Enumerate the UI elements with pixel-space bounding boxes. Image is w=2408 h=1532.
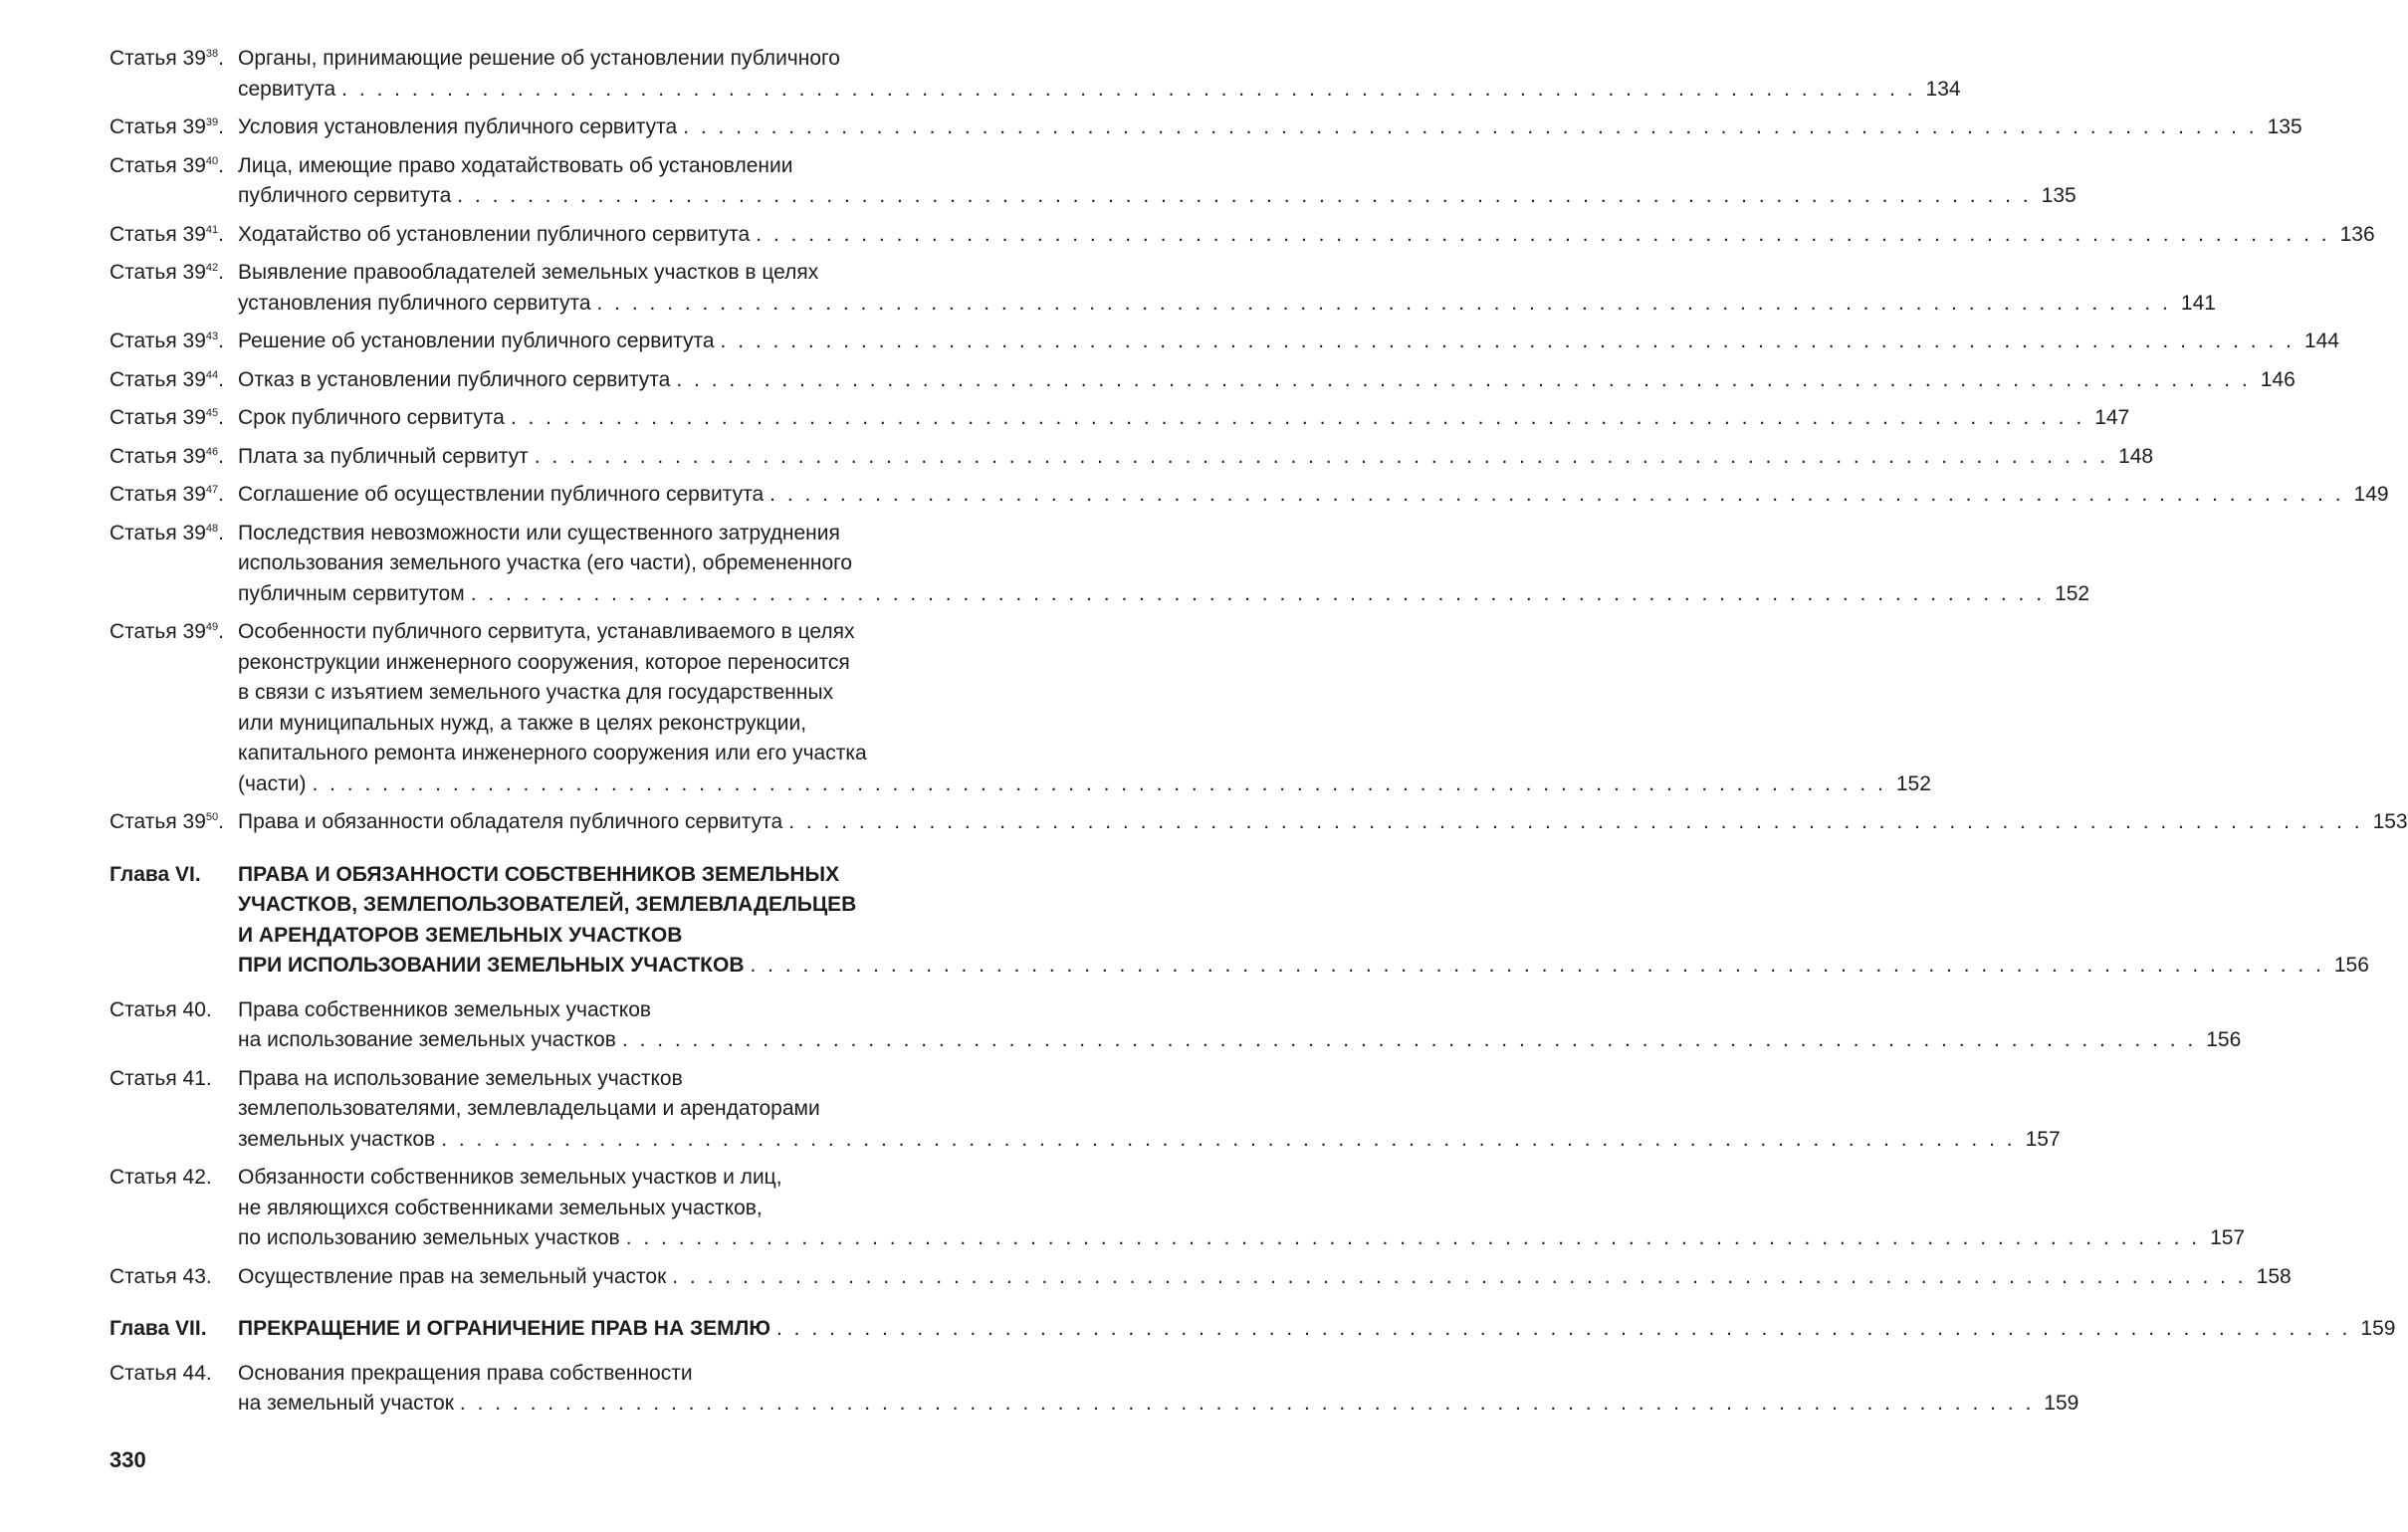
- leader-dots: . . . . . . . . . . . . . . . . . . . . . . . . . . . . . . . . . . . . . . . . . . . . . . . . . . . . . . . . . . . . . . . . . . . . . . . . . . . . . . . . . . . . . . . . . .: [676, 367, 2251, 391]
- entry-title-line: [238, 678, 895, 709]
- entry-label-text: Статья 39: [109, 620, 206, 643]
- entry-title-text: в связи с изъятием земельного участка для государственных: [238, 681, 834, 704]
- toc-article-entry: [0, 480, 2389, 511]
- toc-article-entry: [0, 403, 2130, 434]
- entry-title-line: [238, 1314, 2396, 1345]
- entry-label-text: Статья 42.: [109, 1166, 212, 1189]
- toc-article-entry: [0, 112, 2302, 143]
- entry-label-text: Статья 39: [109, 483, 206, 506]
- leader-dots: . . . . . . . . . . . . . . . . . . . . . . . . . . . . . . . . . . . . . . . . . . . . . . . . . . . . . . . . . . . . . . . . . . . . . . . . . . . . . . . . . . . . . . . . . .: [625, 1226, 2201, 1249]
- leader-dots: . . . . . . . . . . . . . . . . . . . . . . . . . . . . . . . . . . . . . . . . . . . . . . . . . . . . . . . . . . . . . . . . . . . . . . . . . . . . . . . . . . . . . . . . . .: [621, 1028, 2197, 1051]
- entry-title-text: по использованию земельных участков: [238, 1226, 620, 1249]
- leader-dots: . . . . . . . . . . . . . . . . . . . . . . . . . . . . . . . . . . . . . . . . . . . . . . . . . . . . . . . . . . . . . . . . . . . . . . . . . . . . . . . . . . . . . . . . . .: [312, 771, 1886, 795]
- entry-label: [109, 1064, 212, 1095]
- entry-label: [109, 1163, 212, 1194]
- entry-title-text: Последствия невозможности или существенного затруднения: [238, 521, 840, 545]
- leader-dots: . . . . . . . . . . . . . . . . . . . . . . . . . . . . . . . . . . . . . . . . . . . . . . . . . . . . . . . . . . . . . . . . . . . . . . . . . . . . . . . . . . . . . . . . . .: [441, 1127, 2016, 1151]
- entry-title: [238, 442, 2154, 473]
- leader-dots: . . . . . . . . . . . . . . . . . . . . . . . . . . . . . . . . . . . . . . . . . . . . . . . . . . . . . . . . . . . . . . . . . . . . . . . . . . . . . . . . . . . . . . . . . .: [750, 954, 2324, 977]
- toc-article-entry: [0, 519, 2090, 610]
- entry-label: [109, 1314, 207, 1345]
- leader-dots: . . . . . . . . . . . . . . . . . . . . . . . . . . . . . . . . . . . . . . . . . . . . . . . . . . . . . . . . . . . . . . . . . . . . . . . . . . . . . . . . . . . . . . . . . .: [596, 291, 2171, 315]
- entry-title-line: [238, 1194, 895, 1224]
- entry-title: [238, 519, 2090, 610]
- entry-title-text: землепользователями, землевладельцами и арендаторами: [238, 1097, 820, 1120]
- entry-title-line: [238, 921, 895, 952]
- entry-page-number: 153: [2372, 810, 2408, 833]
- entry-title-line: [238, 1262, 2292, 1293]
- entry-label-text: Статья 39: [109, 444, 206, 468]
- entry-label-text: Статья 44.: [109, 1361, 212, 1385]
- entry-label: Статья $39^{46}$.: [109, 444, 224, 468]
- entry-title-text: Обязанности собственников земельных участков и лиц,: [238, 1166, 782, 1189]
- entry-title-line: [238, 548, 895, 579]
- entry-title-line: [238, 519, 895, 549]
- entry-label: [109, 860, 201, 891]
- entry-title-text: Осуществление прав на земельный участок: [238, 1264, 667, 1288]
- entry-label: Статья $39^{50}$.: [109, 810, 224, 833]
- entry-title-text: Условия установления публичного сервитута: [238, 115, 678, 138]
- toc-article-entry: [0, 995, 2242, 1056]
- toc-article-entry: [0, 617, 1931, 799]
- entry-label-superscript: 49: [205, 621, 219, 633]
- entry-title-text: УЧАСТКОВ, ЗЕМЛЕПОЛЬЗОВАТЕЛЕЙ, ЗЕМЛЕВЛАДЕЛЬЦЕВ: [238, 893, 857, 916]
- toc-article-entry: [0, 1163, 2246, 1254]
- entry-title-text: И АРЕНДАТОРОВ ЗЕМЕЛЬНЫХ УЧАСТКОВ: [238, 923, 683, 947]
- entry-title-text: Лица, имеющие право ходатайствовать об установлении: [238, 153, 793, 177]
- toc-article-entry: [0, 1359, 2080, 1420]
- entry-title: [238, 327, 2339, 357]
- leader-dots: . . . . . . . . . . . . . . . . . . . . . . . . . . . . . . . . . . . . . . . . . . . . . . . . . . . . . . . . . . . . . . . . . . . . . . . . . . . . . . . . . . . . . . . . . .: [776, 1317, 2351, 1340]
- entry-label-text: Глава VI.: [109, 862, 201, 886]
- entry-title-text: или муниципальных нужд, а также в целях реконструкции,: [238, 711, 807, 735]
- entry-page-number: 148: [2118, 444, 2154, 468]
- entry-label-superscript: 41: [205, 223, 219, 236]
- entry-title-text: установления публичного сервитута: [238, 291, 591, 315]
- entry-label-superscript: 48: [205, 522, 219, 535]
- entry-title: [238, 1359, 2080, 1420]
- entry-title-text: ПРЕКРАЩЕНИЕ И ОГРАНИЧЕНИЕ ПРАВ НА ЗЕМЛЮ: [238, 1317, 771, 1340]
- entry-label-superscript: 45: [205, 407, 219, 419]
- entry-label-text: Глава VII.: [109, 1317, 207, 1340]
- entry-title-text: ПРИ ИСПОЛЬЗОВАНИИ ЗЕМЕЛЬНЫХ УЧАСТКОВ: [238, 954, 745, 977]
- entry-label-superscript: 44: [205, 368, 219, 381]
- entry-title-line: [238, 617, 895, 648]
- leader-dots: . . . . . . . . . . . . . . . . . . . . . . . . . . . . . . . . . . . . . . . . . . . . . . . . . . . . . . . . . . . . . . . . . . . . . . . . . . . . . . . . . . . . . . . . . .: [470, 581, 2046, 605]
- entry-label: Статья $39^{47}$.: [109, 483, 224, 506]
- entry-title: [238, 258, 2216, 319]
- entry-title-text: использования земельного участка (его части), обремененного: [238, 551, 853, 574]
- entry-label-superscript: 46: [205, 445, 219, 458]
- entry-label: Статья $39^{41}$.: [109, 222, 224, 246]
- entry-title-line: [238, 890, 895, 921]
- entry-page-number: 135: [2041, 184, 2077, 207]
- leader-dots: . . . . . . . . . . . . . . . . . . . . . . . . . . . . . . . . . . . . . . . . . . . . . . . . . . . . . . . . . . . . . . . . . . . . . . . . . . . . . . . . . . . . . . . . . .: [720, 329, 2295, 352]
- entry-title-line: [238, 709, 895, 740]
- entry-label-text: Статья 39: [109, 222, 206, 246]
- entry-page-number: 141: [2180, 291, 2216, 315]
- toc-article-entry: [0, 220, 2375, 251]
- entry-title-text: Соглашение об осуществлении публичного сервитута: [238, 483, 765, 506]
- entry-title: [238, 860, 2369, 982]
- entry-label: Статья $39^{40}$.: [109, 153, 224, 177]
- entry-title-line: [238, 995, 895, 1026]
- entry-label-text: Статья 39: [109, 115, 206, 138]
- entry-label-superscript: 39: [205, 116, 219, 128]
- entry-title-text: земельных участков: [238, 1127, 436, 1151]
- toc-article-entry: [0, 1262, 2292, 1293]
- entry-title-text: Основания прекращения права собственности: [238, 1361, 693, 1385]
- entry-label-text: Статья 39: [109, 367, 206, 391]
- entry-title: [238, 995, 2242, 1056]
- entry-title-text: реконструкции инженерного сооружения, которое переносится: [238, 650, 850, 674]
- entry-title-text: не являющихся собственниками земельных участков,: [238, 1196, 763, 1219]
- entry-title-text: Особенности публичного сервитута, устанавливаемого в целях: [238, 620, 855, 643]
- entry-title-line: [238, 1389, 2080, 1420]
- entry-title-line: [238, 1025, 2242, 1056]
- leader-dots: . . . . . . . . . . . . . . . . . . . . . . . . . . . . . . . . . . . . . . . . . . . . . . . . . . . . . . . . . . . . . . . . . . . . . . . . . . . . . . . . . . . . . . . . . .: [510, 406, 2085, 429]
- toc-article-entry: [0, 151, 2077, 212]
- toc-article-entry: [0, 258, 2216, 319]
- entry-page-number: 135: [2267, 115, 2302, 138]
- entry-title-line: [238, 1094, 895, 1125]
- entry-title-text: капитального ремонта инженерного сооружения или его участка: [238, 742, 867, 765]
- entry-title-text: Выявление правообладателей земельных участков в целях: [238, 261, 819, 284]
- toc-article-entry: [0, 44, 1961, 105]
- entry-label-text: Статья 40.: [109, 997, 212, 1021]
- toc-article-entry: [0, 365, 2296, 396]
- entry-label-text: Статья 43.: [109, 1264, 212, 1288]
- page-number: 330: [109, 1447, 146, 1472]
- entry-label: [109, 1262, 212, 1293]
- entry-page-number: 136: [2339, 222, 2375, 246]
- entry-title-text: сервитута: [238, 77, 336, 101]
- entry-page-number: 152: [1895, 771, 1931, 795]
- entry-label-superscript: 40: [205, 154, 219, 167]
- entry-label-text: Статья 39: [109, 521, 206, 545]
- entry-title: [238, 1064, 2061, 1156]
- entry-title-line: [238, 1163, 895, 1194]
- toc-chapter-entry: [0, 1314, 2396, 1345]
- entry-label-superscript: 38: [205, 48, 219, 60]
- entry-title-text: на земельный участок: [238, 1392, 454, 1415]
- entry-title-text: Плата за публичный сервитут: [238, 444, 529, 468]
- entry-page-number: 147: [2094, 406, 2130, 429]
- entry-title-line: [238, 1125, 2061, 1156]
- entry-label: Статья $39^{49}$.: [109, 620, 224, 643]
- entry-page-number: 134: [1925, 77, 1961, 101]
- leader-dots: . . . . . . . . . . . . . . . . . . . . . . . . . . . . . . . . . . . . . . . . . . . . . . . . . . . . . . . . . . . . . . . . . . . . . . . . . . . . . . . . . . . . . . . . . .: [459, 1392, 2035, 1415]
- entry-page-number: 159: [2360, 1317, 2396, 1340]
- entry-title-line: [238, 220, 2375, 251]
- entry-page-number: 157: [2210, 1226, 2246, 1249]
- entry-title-line: [238, 1359, 895, 1390]
- leader-dots: . . . . . . . . . . . . . . . . . . . . . . . . . . . . . . . . . . . . . . . . . . . . . . . . . . . . . . . . . . . . . . . . . . . . . . . . . . . . . . . . . . . . . . . . . .: [769, 483, 2344, 506]
- leader-dots: . . . . . . . . . . . . . . . . . . . . . . . . . . . . . . . . . . . . . . . . . . . . . . . . . . . . . . . . . . . . . . . . . . . . . . . . . . . . . . . . . . . . . . . . . .: [341, 77, 1916, 101]
- entry-title: [238, 617, 1931, 799]
- entry-title-line: [238, 769, 1931, 800]
- entry-title: [238, 365, 2296, 396]
- entry-page-number: 159: [2044, 1392, 2080, 1415]
- entry-label-superscript: 42: [205, 262, 219, 274]
- entry-label: Статья $39^{48}$.: [109, 521, 224, 545]
- entry-title-line: [238, 327, 2339, 357]
- entry-title: [238, 807, 2408, 838]
- entry-title-line: [238, 480, 2389, 511]
- entry-title-line: [238, 181, 2077, 212]
- entry-label: [109, 995, 212, 1026]
- entry-title-text: Органы, принимающие решение об установлении публичного: [238, 47, 840, 70]
- entry-page-number: 152: [2055, 581, 2090, 605]
- leader-dots: . . . . . . . . . . . . . . . . . . . . . . . . . . . . . . . . . . . . . . . . . . . . . . . . . . . . . . . . . . . . . . . . . . . . . . . . . . . . . . . . . . . . . . . . . .: [788, 810, 2363, 833]
- entry-label-text: Статья 39: [109, 406, 206, 429]
- entry-title: [238, 403, 2130, 434]
- entry-title: [238, 151, 2077, 212]
- entry-title-text: Права и обязанности обладателя публичного сервитута: [238, 810, 783, 833]
- leader-dots: . . . . . . . . . . . . . . . . . . . . . . . . . . . . . . . . . . . . . . . . . . . . . . . . . . . . . . . . . . . . . . . . . . . . . . . . . . . . . . . . . . . . . . . . . .: [457, 184, 2032, 207]
- entry-title-line: [238, 44, 895, 75]
- entry-title: [238, 112, 2302, 143]
- entry-title-line: [238, 860, 895, 891]
- entry-title-line: [238, 648, 895, 679]
- entry-title: [238, 1262, 2292, 1293]
- entry-label: Статья $39^{43}$.: [109, 329, 224, 352]
- leader-dots: . . . . . . . . . . . . . . . . . . . . . . . . . . . . . . . . . . . . . . . . . . . . . . . . . . . . . . . . . . . . . . . . . . . . . . . . . . . . . . . . . . . . . . . . . .: [534, 444, 2109, 468]
- entry-label: Статья $39^{39}$.: [109, 115, 224, 138]
- entry-title: [238, 1163, 2246, 1254]
- entry-title: [238, 44, 1961, 105]
- toc-article-entry: [0, 807, 2408, 838]
- toc-article-entry: [0, 327, 2339, 357]
- toc-article-entry: [0, 1064, 2061, 1156]
- entry-page-number: 144: [2303, 329, 2339, 352]
- entry-label: Статья $39^{44}$.: [109, 367, 224, 391]
- entry-title-text: ПРАВА И ОБЯЗАННОСТИ СОБСТВЕННИКОВ ЗЕМЕЛЬНЫХ: [238, 862, 840, 886]
- entry-title-line: [238, 951, 2369, 982]
- entry-label: Статья $39^{38}$.: [109, 47, 224, 70]
- entry-label-text: Статья 39: [109, 47, 206, 70]
- entry-label-text: Статья 39: [109, 153, 206, 177]
- entry-title-line: [238, 258, 895, 289]
- entry-title-line: [238, 739, 895, 769]
- entry-title: [238, 220, 2375, 251]
- entry-title-text: Отказ в установлении публичного сервитута: [238, 367, 671, 391]
- entry-title-text: публичным сервитутом: [238, 581, 465, 605]
- entry-label-superscript: 43: [205, 330, 219, 342]
- entry-title-line: [238, 1223, 2246, 1254]
- entry-page-number: 146: [2260, 367, 2296, 391]
- entry-page-number: 156: [2333, 954, 2369, 977]
- entry-label: Статья $39^{42}$.: [109, 261, 224, 284]
- entry-title-line: [238, 1064, 895, 1095]
- toc-article-entry: [0, 442, 2154, 473]
- entry-title-text: Права собственников земельных участков: [238, 997, 652, 1021]
- entry-title-text: (части): [238, 771, 307, 795]
- leader-dots: . . . . . . . . . . . . . . . . . . . . . . . . . . . . . . . . . . . . . . . . . . . . . . . . . . . . . . . . . . . . . . . . . . . . . . . . . . . . . . . . . . . . . . . . . .: [672, 1264, 2247, 1288]
- entry-title-text: на использование земельных участков: [238, 1028, 616, 1051]
- toc-chapter-entry: [0, 860, 2369, 982]
- entry-label-superscript: 47: [205, 484, 219, 496]
- entry-title-text: публичного сервитута: [238, 184, 452, 207]
- entry-label-text: Статья 39: [109, 261, 206, 284]
- entry-label: Статья $39^{45}$.: [109, 406, 224, 429]
- entry-page-number: 149: [2353, 483, 2389, 506]
- entry-label: [109, 1359, 212, 1390]
- entry-title-line: [238, 442, 2154, 473]
- entry-page-number: 158: [2256, 1264, 2292, 1288]
- entry-title-line: [238, 112, 2302, 143]
- entry-title-line: [238, 75, 1961, 106]
- entry-title-line: [238, 807, 2408, 838]
- entry-title-line: [238, 403, 2130, 434]
- entry-label-superscript: 50: [205, 811, 219, 823]
- entry-title: [238, 480, 2389, 511]
- entry-title-text: Решение об установлении публичного сервитута: [238, 329, 715, 352]
- entry-title-line: [238, 365, 2296, 396]
- leader-dots: . . . . . . . . . . . . . . . . . . . . . . . . . . . . . . . . . . . . . . . . . . . . . . . . . . . . . . . . . . . . . . . . . . . . . . . . . . . . . . . . . . . . . . . . . .: [683, 115, 2258, 138]
- entry-title-line: [238, 289, 2216, 320]
- entry-page-number: 156: [2206, 1028, 2242, 1051]
- entry-title: [238, 1314, 2396, 1345]
- entry-page-number: 157: [2025, 1127, 2061, 1151]
- entry-label-text: Статья 39: [109, 810, 206, 833]
- table-of-contents: [0, 44, 2408, 1427]
- leader-dots: . . . . . . . . . . . . . . . . . . . . . . . . . . . . . . . . . . . . . . . . . . . . . . . . . . . . . . . . . . . . . . . . . . . . . . . . . . . . . . . . . . . . . . . . . .: [756, 222, 2330, 246]
- entry-label-text: Статья 39: [109, 329, 206, 352]
- entry-label-text: Статья 41.: [109, 1066, 212, 1090]
- entry-title-line: [238, 151, 895, 182]
- entry-title-text: Права на использование земельных участков: [238, 1066, 683, 1090]
- entry-title-text: Срок публичного сервитута: [238, 406, 505, 429]
- entry-title-text: Ходатайство об установлении публичного сервитута: [238, 222, 751, 246]
- entry-title-line: [238, 579, 2090, 610]
